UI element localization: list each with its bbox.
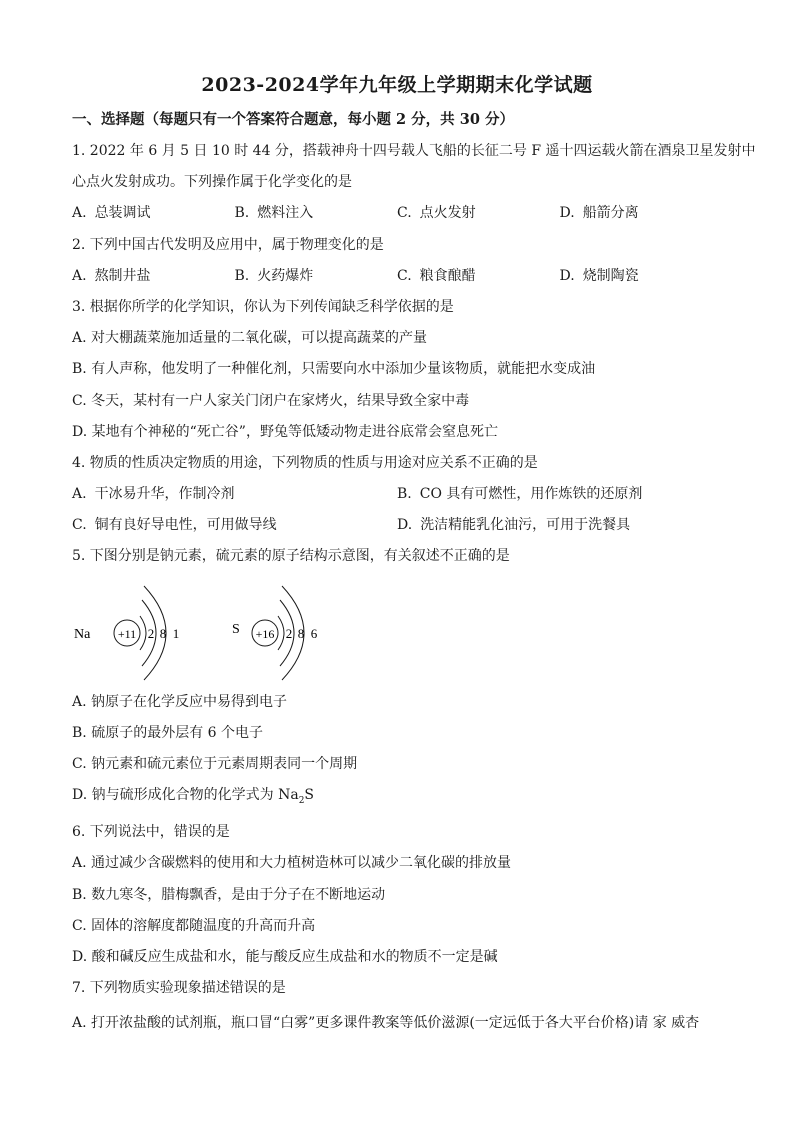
question-4-option-b: B. CO 具有可燃性，用作炼铁的还原剂 [397, 486, 643, 503]
question-2-stem: 2. 下列中国古代发明及应用中，属于物理变化的是 [72, 236, 384, 253]
question-2-option-c: C. 粮食酿醋 [397, 267, 476, 284]
question-3-option-c: C. 冬天，某村有一户人家关门闭户在家烤火，结果导致全家中毒 [72, 392, 470, 409]
question-1-option-b: B. 燃料注入 [234, 205, 314, 222]
question-5-option-b: B. 硫原子的最外层有 6 个电子 [72, 724, 263, 741]
question-6-stem: 6. 下列说法中，错误的是 [72, 824, 230, 841]
question-1-stem-line-2: 心点火发射成功。下列操作属于化学变化的是 [72, 174, 352, 191]
question-4-stem: 4. 物质的性质决定物质的用途，下列物质的性质与用途对应关系不正确的是 [72, 454, 538, 471]
question-2-option-d: D. 烧制陶瓷 [559, 267, 639, 284]
question-2-option-a: A. 熬制井盐 [72, 267, 151, 284]
atomic-structure-diagram [72, 578, 722, 688]
question-4-option-c: C. 铜有良好导电性，可用做导线 [72, 517, 277, 534]
s-shell-arc-1 [278, 616, 284, 650]
page-title: 2023-2024学年九年级上学期期末化学试题 [201, 74, 593, 96]
na-electron-count-3: 1 [172, 625, 180, 641]
section-heading-choice: 一、选择题（每题只有一个答案符合题意，每小题 2 分，共 30 分） [72, 111, 514, 128]
question-2-option-b: B. 火药爆炸 [234, 267, 314, 284]
question-7-stem: 7. 下列物质实验现象描述错误的是 [72, 980, 286, 997]
atomic-structure-svg [72, 578, 392, 688]
question-4-option-a: A. 干冰易升华，作制冷剂 [72, 486, 235, 503]
s-nucleus-charge: +16 [255, 626, 275, 641]
na-electron-count-2: 8 [159, 625, 167, 641]
question-4-options-row-1 [72, 484, 722, 505]
question-2-options [72, 266, 722, 287]
s-electron-count-3: 6 [310, 625, 318, 641]
na-symbol: Na [74, 626, 91, 642]
question-1-option-c: C. 点火发射 [397, 205, 476, 222]
s-electron-count-2: 8 [297, 625, 305, 641]
question-6-option-b: B. 数九寒冬，腊梅飘香，是由于分子在不断地运动 [72, 886, 386, 903]
question-1-option-a: A. 总装调试 [72, 205, 151, 222]
na-shell-arc-1 [140, 616, 146, 650]
question-6-option-d: D. 酸和碱反应生成盐和水，能与酸反应生成盐和水的物质不一定是碱 [72, 948, 498, 965]
question-1-options [72, 203, 722, 224]
question-5-option-a: A. 钠原子在化学反应中易得到电子 [72, 693, 288, 710]
question-6-option-a: A. 通过减少含碳燃料的使用和大力植树造林可以减少二氧化碳的排放量 [72, 855, 512, 872]
question-1-option-d: D. 船箭分离 [559, 205, 639, 222]
question-3-stem: 3. 根据你所学的化学知识，你认为下列传闻缺乏科学依据的是 [72, 298, 454, 315]
s-symbol: S [232, 621, 240, 637]
na-nucleus-charge: +11 [117, 626, 137, 641]
question-4-options-row-2 [72, 515, 722, 536]
s-electron-count-1: 2 [285, 625, 293, 641]
na-electron-count-1: 2 [147, 625, 155, 641]
question-3-option-a: A. 对大棚蔬菜施加适量的二氧化碳，可以提高蔬菜的产量 [72, 330, 428, 347]
question-3-option-d: D. 某地有个神秘的“死亡谷”，野兔等低矮动物走进谷底常会窒息死亡 [72, 423, 498, 440]
question-5-stem: 5. 下图分别是钠元素，硫元素的原子结构示意图，有关叙述不正确的是 [72, 548, 510, 565]
question-4-option-d: D. 洗洁精能乳化油污，可用于洗餐具 [397, 517, 631, 534]
question-1-stem-line-1: 1. 2022 年 6 月 5 日 10 时 44 分，搭载神舟十四号载人飞船的长征二号 F 遥十四运载火箭在酒泉卫星发射中 [72, 143, 756, 159]
question-7-option-a: A. 打开浓盐酸的试剂瓶，瓶口冒“白雾”更多课件教案等低价滋源(一定远低于各大平台价格)请 家 威杏 [72, 1015, 700, 1032]
question-5-option-d: D. 钠与硫形成化合物的化学式为 $Na_2S$ [72, 787, 315, 806]
question-5-option-c: C. 钠元素和硫元素位于元素周期表同一个周期 [72, 756, 358, 772]
question-3-option-b: B. 有人声称，他发明了一种催化剂，只需要向水中添加少量该物质，就能把水变成油 [72, 361, 596, 378]
question-6-option-c: C. 固体的溶解度都随温度的升高而升高 [72, 917, 316, 934]
